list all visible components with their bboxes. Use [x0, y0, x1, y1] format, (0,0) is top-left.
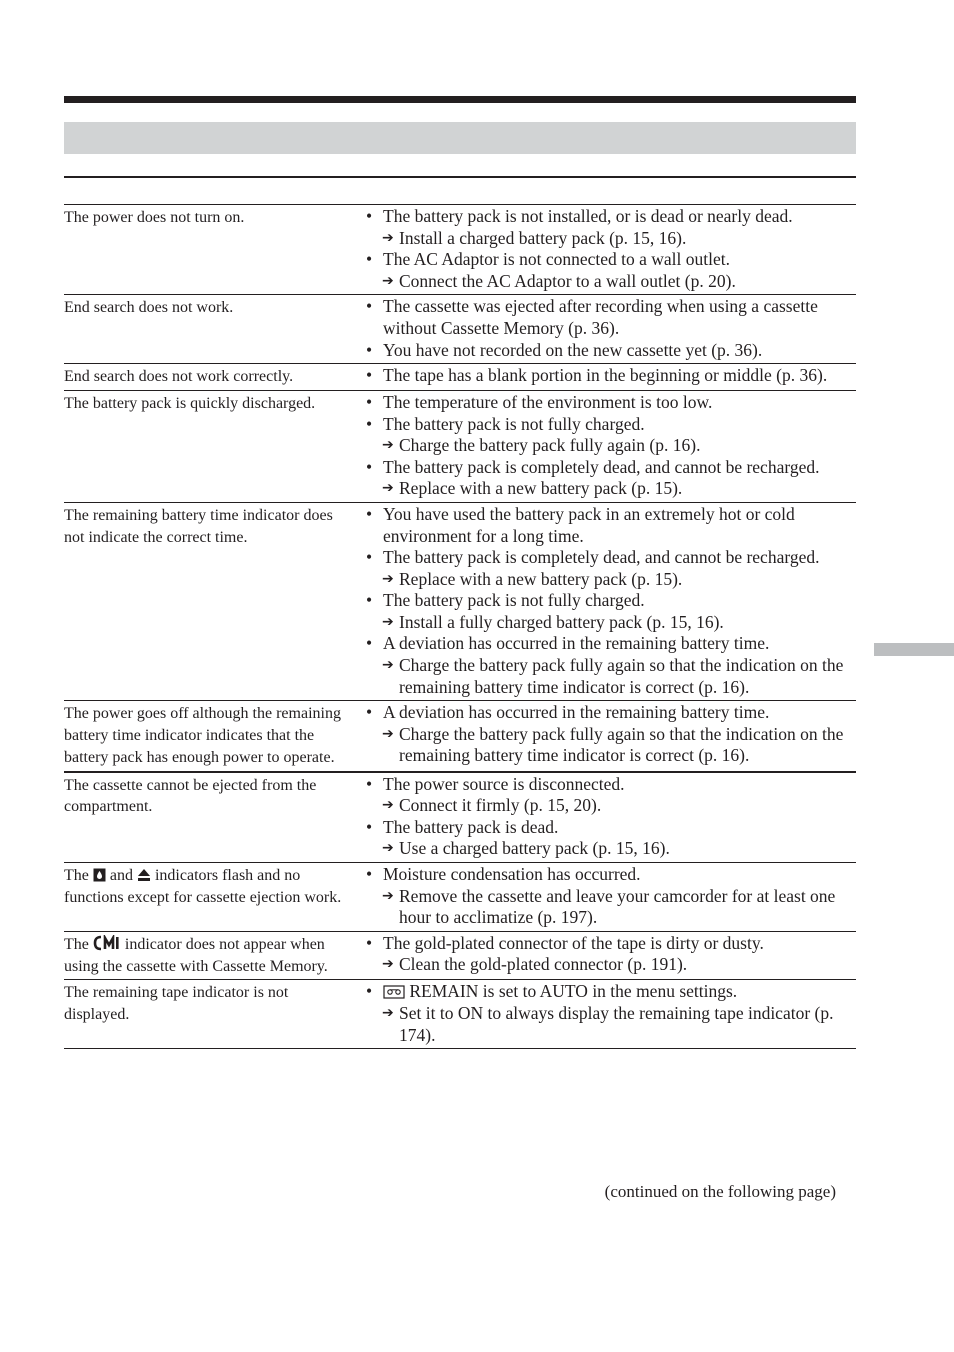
cause-item: [366, 702, 856, 724]
remedy-text: Clean the gold-plated connector (p. 191).: [399, 954, 688, 975]
bullet-icon: •: [366, 249, 373, 270]
bullet-icon: •: [366, 590, 373, 611]
bullet-icon: •: [366, 932, 373, 953]
cause-item: [366, 504, 856, 547]
remedy-text: Charge the battery pack fully again so that the indication on the remaining battery time indicator is correct (p. 16).: [399, 655, 844, 697]
symptom-cell: The power goes off although the remaining battery time indicator indicates that the battery pack has enough power to operate.: [64, 705, 341, 766]
cause-text: A deviation has occurred in the remaining battery time.: [383, 633, 770, 654]
cause-text: The battery pack is not fully charged.: [383, 590, 645, 611]
bullet-icon: •: [366, 413, 373, 434]
remedy-text: Replace with a new battery pack (p. 15).: [399, 568, 683, 589]
bullet-icon: •: [366, 633, 373, 654]
cause-item: [366, 981, 856, 1003]
cause-text: The temperature of the environment is too low.: [383, 391, 713, 412]
arrow-right-icon: ➔: [382, 956, 394, 973]
cause-cell: [364, 365, 856, 388]
cause-text: The battery pack is not installed, or is dead or nearly dead.: [383, 206, 793, 226]
chapter-side-tab: [874, 643, 954, 656]
cause-item: [366, 340, 856, 362]
bullet-icon: •: [366, 339, 373, 360]
cause-text: The battery pack is not fully charged.: [383, 413, 645, 434]
bullet-icon: •: [366, 547, 373, 568]
cause-text: The AC Adaptor is not connected to a wall outlet.: [383, 249, 731, 270]
remedy-text: Connect the AC Adaptor to a wall outlet (p. 20).: [399, 270, 736, 291]
cause-cell: [364, 981, 856, 1046]
table-row: [64, 980, 856, 1049]
cause-cell: [364, 774, 856, 860]
cause-cell: [364, 933, 856, 978]
remedy-item: [366, 569, 856, 591]
remedy-item: [366, 612, 856, 634]
remedy-item: [366, 655, 856, 698]
remedy-item: [366, 795, 856, 817]
bullet-icon: •: [366, 702, 373, 723]
cause-item: [366, 633, 856, 655]
bullet-icon: •: [366, 456, 373, 477]
arrow-right-icon: ➔: [382, 480, 394, 497]
remedy-item: [366, 954, 856, 976]
cause-cell: [364, 702, 856, 768]
remedy-item: [366, 271, 856, 293]
table-row: [64, 205, 856, 295]
cause-text: A deviation has occurred in the remaining battery time.: [383, 702, 770, 723]
cause-item: [366, 206, 856, 228]
cause-item: [366, 590, 856, 612]
arrow-right-icon: ➔: [382, 437, 394, 454]
cause-item: [366, 547, 856, 569]
arrow-right-icon: ➔: [382, 840, 394, 857]
bullet-icon: •: [366, 773, 373, 794]
cause-text: The battery pack is completely dead, and cannot be recharged.: [383, 456, 820, 477]
arrow-right-icon: ➔: [382, 657, 394, 674]
symptom-cell: The power does not turn on.: [64, 209, 245, 226]
symptom-cell: End search does not work.: [64, 299, 234, 317]
cause-text: The battery pack is dead.: [383, 816, 559, 837]
eject-icon: [137, 868, 151, 882]
cause-item: [366, 392, 856, 414]
tape-icon: [383, 985, 405, 999]
table-row: [64, 773, 856, 863]
cause-cell: [364, 296, 856, 361]
remedy-text: Set it to ON to always display the remaining tape indicator (p. 174).: [399, 1003, 834, 1045]
remedy-item: [366, 838, 856, 860]
arrow-right-icon: ➔: [382, 725, 394, 742]
cause-item: [366, 817, 856, 839]
symptom-text: indicator does not appear when using the cassette with Cassette Memory.: [64, 935, 328, 975]
cause-item: [366, 864, 856, 886]
cause-item: [366, 296, 856, 339]
remedy-item: [366, 478, 856, 500]
symptom-text: The: [64, 935, 89, 953]
arrow-right-icon: ➔: [382, 272, 394, 289]
symptom-cell: The remaining battery time indicator does not indicate the correct time.: [64, 506, 333, 546]
remedy-text: Install a charged battery pack (p. 15, 16).: [399, 227, 687, 248]
bullet-icon: •: [366, 981, 373, 1002]
symptom-cell: [64, 933, 364, 978]
cause-text: The battery pack is completely dead, and cannot be recharged.: [383, 547, 820, 568]
remedy-item: [366, 1003, 856, 1046]
bullet-icon: •: [366, 816, 373, 837]
cause-text: The power source is disconnected.: [383, 773, 625, 794]
table-row: [64, 863, 856, 932]
cause-text: Moisture condensation has occurred.: [383, 864, 641, 885]
symptom-cell: [64, 864, 364, 929]
remedy-item: [366, 228, 856, 250]
table-row: [64, 295, 856, 364]
symptom-text: and: [109, 867, 133, 885]
cause-cell: [364, 504, 856, 698]
cause-item: [366, 414, 856, 436]
table-row: [64, 364, 856, 391]
header-rule: [64, 176, 856, 178]
bullet-icon: •: [366, 206, 373, 226]
table-row: [64, 503, 856, 701]
remedy-item: [366, 886, 856, 929]
table-row: [64, 701, 856, 772]
bullet-icon: •: [366, 503, 373, 524]
symptom-text: indicators flash and no functions except for cassette ejection work.: [64, 867, 342, 906]
arrow-right-icon: ➔: [382, 797, 394, 814]
remedy-item: [366, 435, 856, 457]
remedy-item: [366, 724, 856, 767]
arrow-right-icon: ➔: [382, 613, 394, 630]
section-header-band: [64, 122, 856, 154]
remedy-text: Charge the battery pack fully again so that the indication on the remaining battery time indicator is correct (p. 16).: [399, 723, 844, 766]
cause-text: You have not recorded on the new cassette yet (p. 36).: [383, 339, 763, 360]
cause-cell: [364, 206, 856, 292]
table-row: [64, 932, 856, 981]
cause-text: You have used the battery pack in an extremely hot or cold environment for a long time.: [383, 503, 795, 546]
symptom-cell: End search does not work correctly.: [64, 368, 294, 386]
bullet-icon: •: [366, 391, 373, 412]
arrow-right-icon: ➔: [382, 229, 394, 246]
cause-cell: [364, 864, 856, 929]
table-row: [64, 391, 856, 503]
cause-item: [366, 365, 856, 387]
arrow-right-icon: ➔: [382, 887, 394, 904]
remedy-text: Remove the cassette and leave your camcorder for at least one hour to acclimatize (p. 197).: [399, 885, 836, 928]
bullet-icon: •: [366, 296, 373, 317]
symptom-cell: The remaining tape indicator is not displayed.: [64, 984, 289, 1024]
cause-text: REMAIN is set to AUTO in the menu settings.: [409, 981, 738, 1002]
cause-text: The tape has a blank portion in the beginning or middle (p. 36).: [383, 365, 828, 386]
cause-item: [366, 457, 856, 479]
remedy-text: Install a fully charged battery pack (p. 15, 16).: [399, 611, 724, 632]
continued-note: (continued on the following page): [604, 1182, 836, 1201]
cause-item: [366, 249, 856, 271]
cause-cell: [364, 392, 856, 500]
troubleshooting-table: [64, 204, 856, 1049]
symptom-cell: The battery pack is quickly discharged.: [64, 394, 316, 412]
arrow-right-icon: ➔: [382, 1005, 394, 1021]
cause-text: The cassette was ejected after recording when using a cassette without Cassette Memory (p. 36).: [383, 296, 818, 338]
remedy-text: Replace with a new battery pack (p. 15).: [399, 478, 683, 499]
bullet-icon: •: [366, 365, 373, 386]
cause-item: [366, 933, 856, 955]
remedy-text: Use a charged battery pack (p. 15, 16).: [399, 838, 670, 859]
symptom-cell: The cassette cannot be ejected from the compartment.: [64, 776, 317, 816]
bullet-icon: •: [366, 864, 373, 885]
cause-item: [366, 774, 856, 796]
moisture-indicator-icon: [93, 868, 106, 882]
symptom-text: The: [64, 867, 89, 885]
remedy-text: Charge the battery pack fully again (p. 16).: [399, 435, 701, 456]
cassette-memory-icon: [93, 935, 121, 951]
remedy-text: Connect it firmly (p. 15, 20).: [399, 795, 602, 816]
arrow-right-icon: ➔: [382, 570, 394, 587]
cause-text: The gold-plated connector of the tape is dirty or dusty.: [383, 932, 764, 953]
top-rule: [64, 96, 856, 103]
